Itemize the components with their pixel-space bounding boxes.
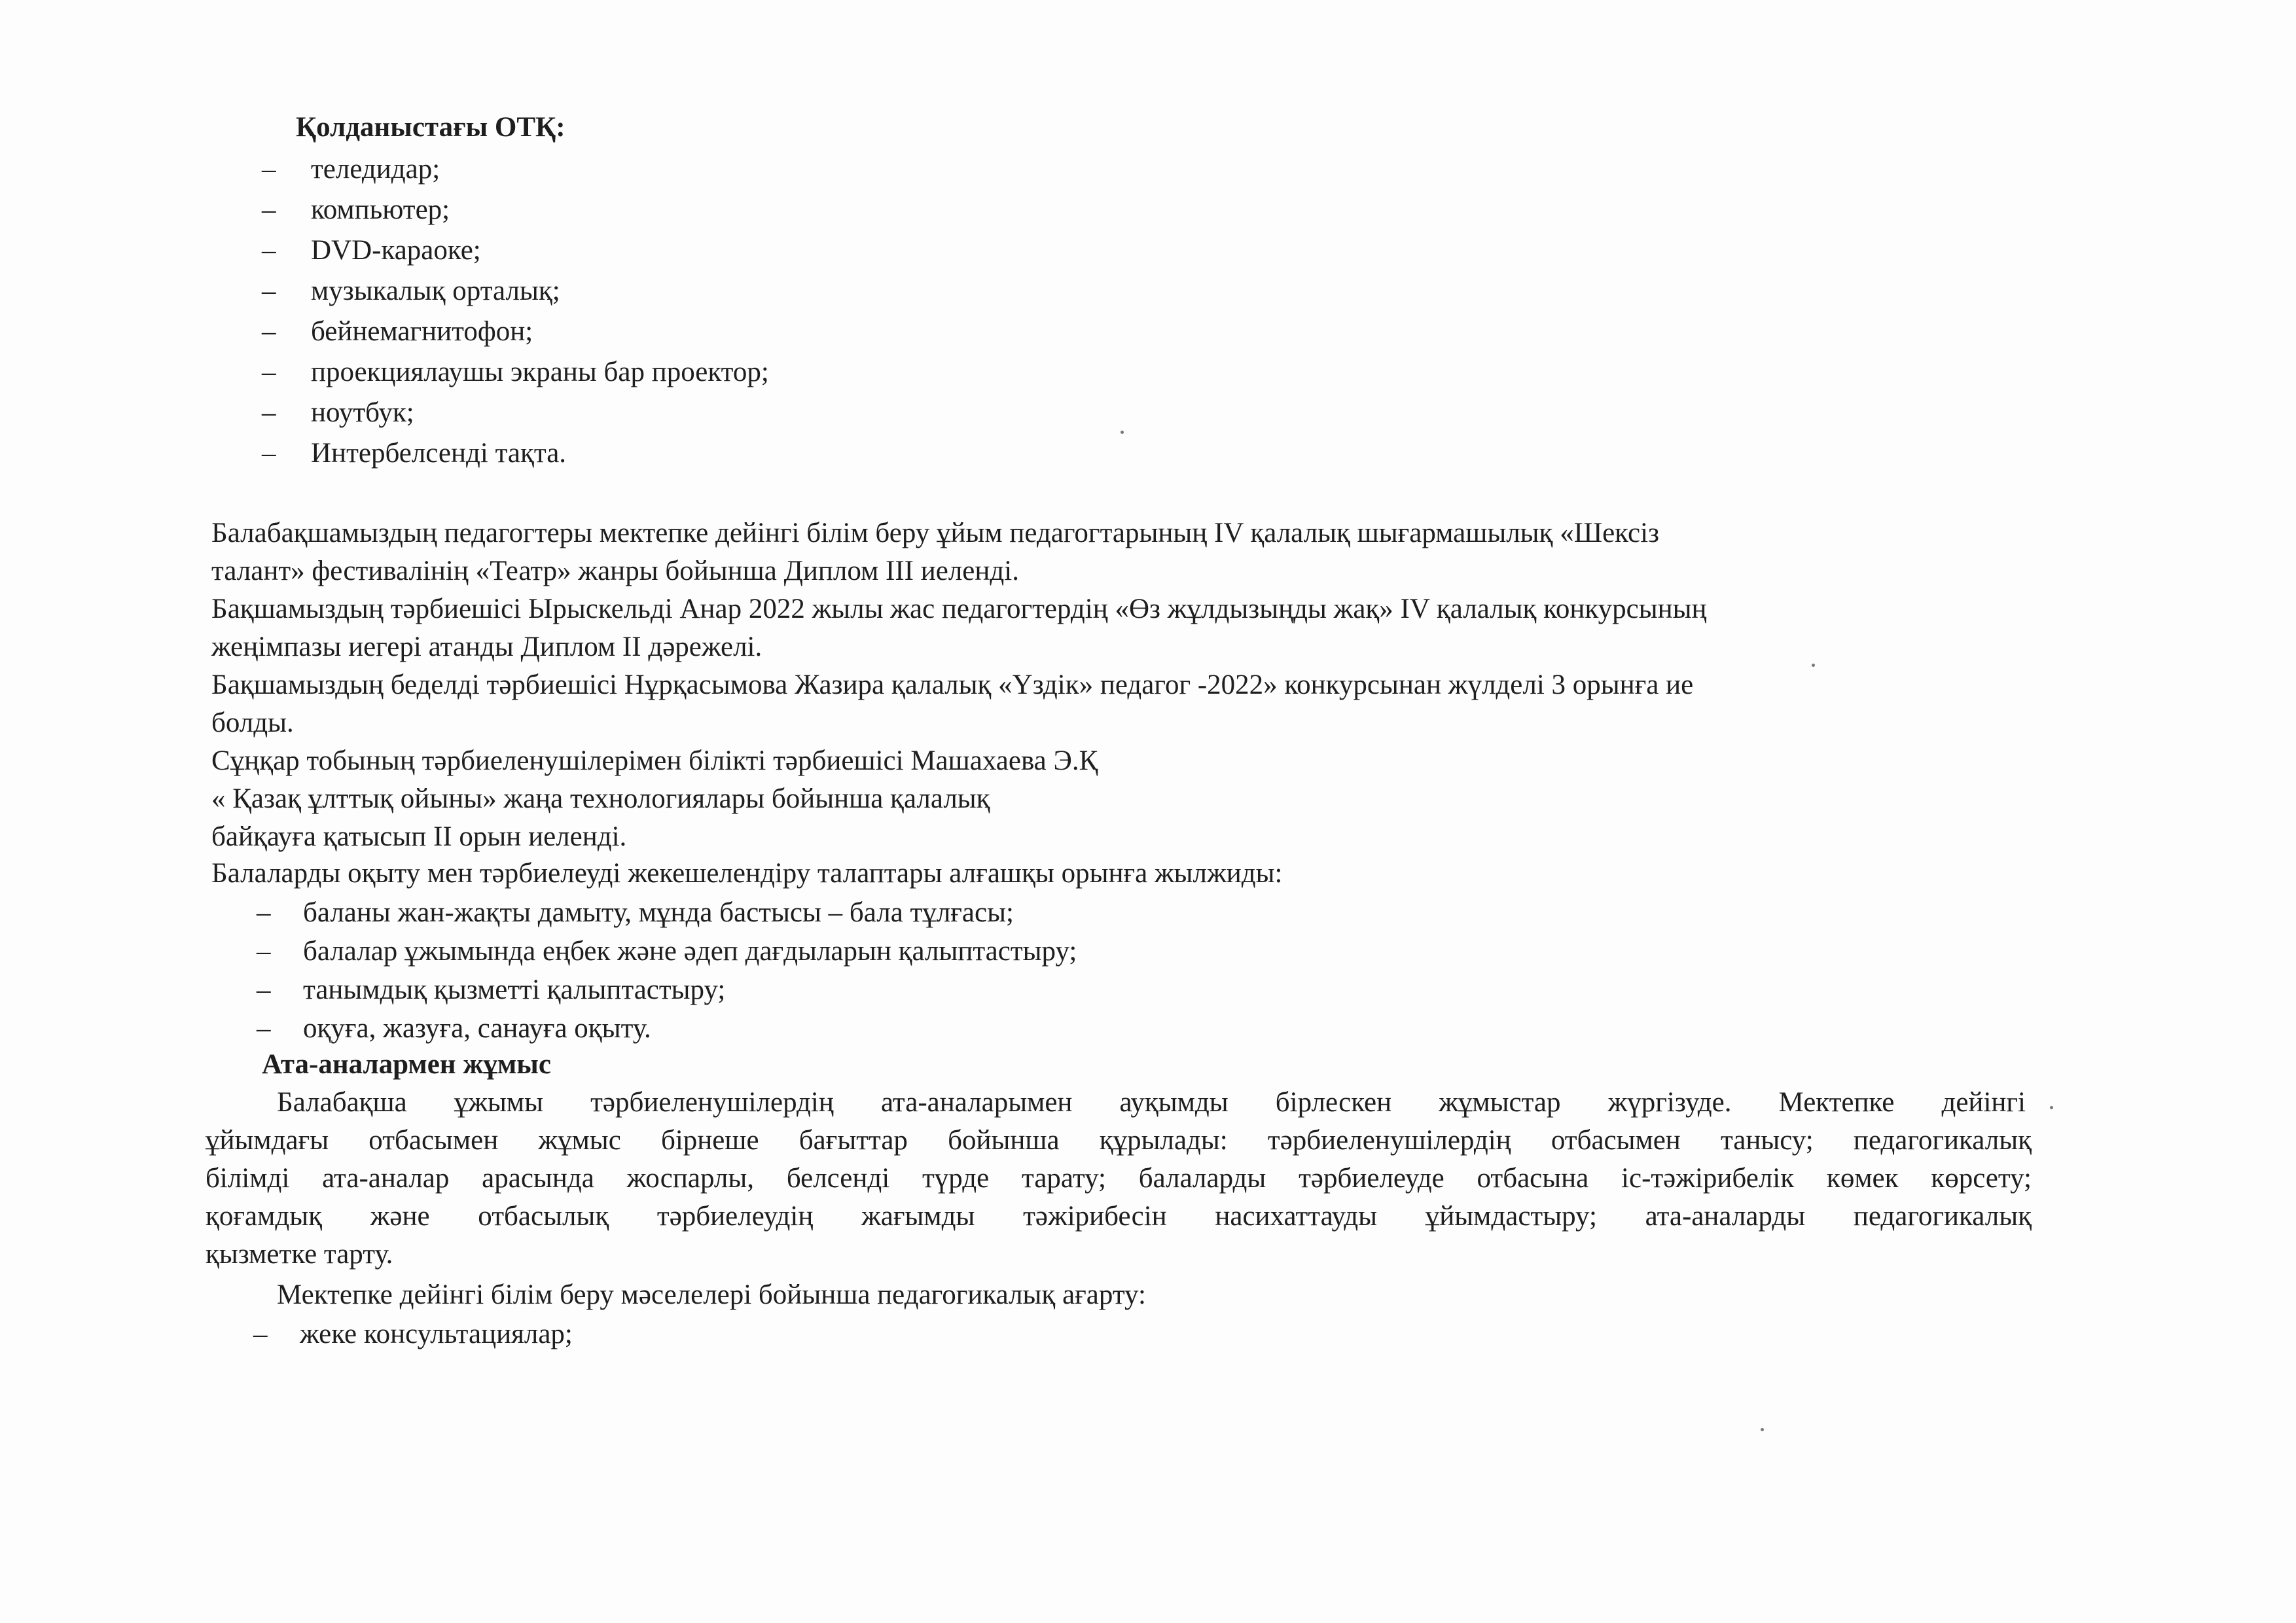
list-item: бейнемагнитофон; bbox=[311, 316, 533, 347]
achievement-line: жеңімпазы иегері атанды Диплом II дәрежелі. bbox=[211, 632, 762, 662]
list-bullet: – bbox=[262, 154, 276, 185]
list-item: теледидар; bbox=[311, 154, 440, 185]
achievement-line: Бақшамыздың беделді тәрбиешісі Нұрқасымова Жазира қалалық «Үздік» педагог -2022» конкурсынан жүлделі 3 орынға ие bbox=[211, 669, 1694, 700]
paragraph-line: қоғамдық және отбасылық тәрбиелеудің жағымды тәжірибесін насихаттауды ұйымдастыру; ата-аналарды педагогикалық bbox=[206, 1201, 2032, 1232]
list-item: музыкалық орталық; bbox=[311, 276, 560, 306]
list-item: ноутбук; bbox=[311, 397, 414, 428]
list-bullet: – bbox=[262, 357, 276, 387]
list-item: Интербелсенді тақта. bbox=[311, 438, 567, 469]
scan-speck bbox=[2050, 1106, 2053, 1109]
list-item: оқуға, жазуға, санауға оқыту. bbox=[303, 1013, 651, 1044]
list-item: баланы жан-жақты дамыту, мұнда бастысы – бала тұлғасы; bbox=[303, 897, 1014, 928]
list-bullet: – bbox=[257, 974, 271, 1005]
scan-speck bbox=[1121, 431, 1124, 434]
list-item: танымдық қызметті қалыптастыру; bbox=[303, 974, 726, 1005]
achievement-line: Бақшамыздың тәрбиешісі Ырыскельді Анар 2022 жылы жас педагогтердің «Өз жұлдызыңды жақ» IV қалалық конкурсының bbox=[211, 594, 1707, 624]
paragraph-line: Балабақша ұжымы тәрбиеленушілердің ата-аналарымен ауқымды бірлескен жұмыстар жүргізуде. Мектепке дейінгі bbox=[277, 1087, 2026, 1118]
paragraph-line: ұйымдағы отбасымен жұмыс бірнеше бағыттар бойынша құрылады: тәрбиеленушілердің отбасымен танысу; педагогикалық bbox=[206, 1125, 2032, 1156]
list-bullet: – bbox=[257, 1013, 271, 1044]
scan-speck bbox=[1761, 1428, 1764, 1431]
list-item: компьютер; bbox=[311, 194, 450, 225]
list-item: жеке консультациялар; bbox=[300, 1319, 573, 1349]
paragraph-line: қызметке тарту. bbox=[206, 1239, 393, 1270]
achievement-line: болды. bbox=[211, 707, 294, 738]
list-item: проекциялаушы экраны бар проектор; bbox=[311, 357, 769, 387]
list-bullet: – bbox=[262, 276, 276, 306]
list-bullet: – bbox=[262, 194, 276, 225]
scan-speck bbox=[1812, 664, 1815, 667]
list-bullet: – bbox=[262, 316, 276, 347]
paragraph-line: білімді ата-аналар арасында жоспарлы, белсенді түрде тарату; балаларды тәрбиелеуде отбасына іс-тәжірибелік көмек көрсету; bbox=[206, 1163, 2032, 1194]
ict-heading: Қолданыстағы ОТҚ: bbox=[296, 112, 565, 143]
list-bullet: – bbox=[257, 897, 271, 928]
list-bullet: – bbox=[262, 235, 276, 266]
achievement-line: Балаларды оқыту мен тәрбиелеуді жекешелендіру талаптары алғашқы орынға жылжиды: bbox=[211, 858, 1283, 889]
achievement-line: байқауға қатысып II орын иеленді. bbox=[211, 821, 627, 852]
list-item: DVD-караоке; bbox=[311, 235, 481, 266]
education-line: Мектепке дейінгі білім беру мәселелері бойынша педагогикалық ағарту: bbox=[277, 1279, 1146, 1310]
list-bullet: – bbox=[262, 397, 276, 428]
parents-heading: Ата-аналармен жұмыс bbox=[262, 1049, 551, 1080]
list-bullet: – bbox=[253, 1319, 268, 1349]
achievement-line: Сұңқар тобының тәрбиеленушілерімен білікті тәрбиешісі Машахаева Э.Қ bbox=[211, 745, 1098, 776]
list-bullet: – bbox=[257, 936, 271, 967]
achievement-line: « Қазақ ұлттық ойыны» жаңа технологиялары бойынша қалалық bbox=[211, 783, 990, 814]
list-bullet: – bbox=[262, 438, 276, 469]
achievement-line: талант» фестивалінің «Театр» жанры бойынша Диплом III иеленді. bbox=[211, 556, 1019, 586]
list-item: балалар ұжымында еңбек және әдеп дағдыларын қалыптастыру; bbox=[303, 936, 1077, 967]
achievement-line: Балабақшамыздың педагогтеры мектепке дейінгі білім беру ұйым педагогтарының IV қалалық шығармашылық «Шексіз bbox=[211, 518, 1660, 548]
